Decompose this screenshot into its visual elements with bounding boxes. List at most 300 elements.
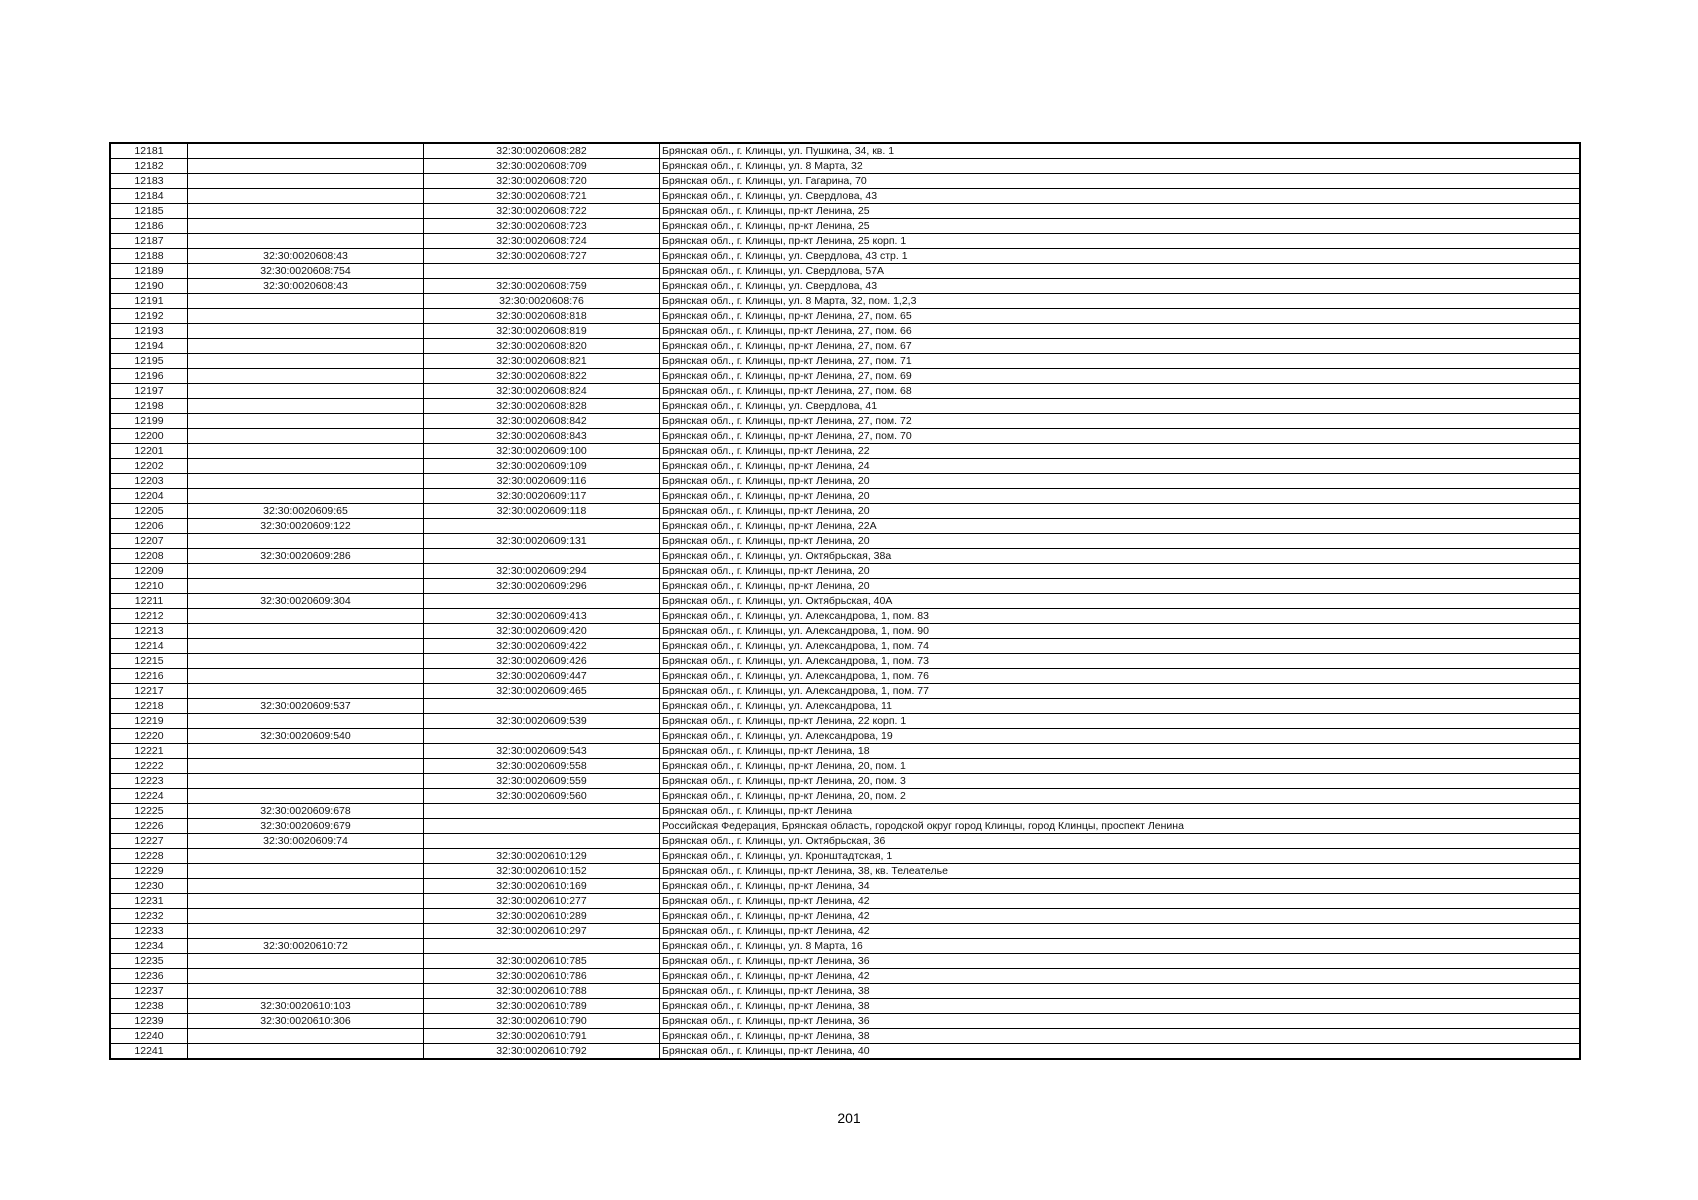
cadastral-number-cell: 32:30:0020610:169	[424, 879, 660, 894]
cadastral-number-cell: 32:30:0020609:296	[424, 579, 660, 594]
parent-cadastral-number-cell	[188, 339, 424, 354]
row-number-cell: 12213	[110, 624, 188, 639]
table-row	[110, 804, 1580, 819]
table-row	[110, 204, 1580, 219]
cadastral-number-cell: 32:30:0020609:100	[424, 444, 660, 459]
row-number-cell: 12211	[110, 594, 188, 609]
cadastral-number-cell: 32:30:0020608:819	[424, 324, 660, 339]
table-row	[110, 1014, 1580, 1029]
cadastral-number-cell: 32:30:0020608:842	[424, 414, 660, 429]
parent-cadastral-number-cell	[188, 294, 424, 309]
address-cell: Брянская обл., г. Клинцы, ул. Александрова, 1, пом. 74	[660, 639, 1581, 654]
table-row	[110, 654, 1580, 669]
parent-cadastral-number-cell	[188, 174, 424, 189]
row-number-cell: 12202	[110, 459, 188, 474]
cadastral-number-cell: 32:30:0020610:792	[424, 1044, 660, 1060]
row-number-cell: 12187	[110, 234, 188, 249]
address-cell: Брянская обл., г. Клинцы, пр-кт Ленина	[660, 804, 1581, 819]
parent-cadastral-number-cell	[188, 864, 424, 879]
address-cell: Брянская обл., г. Клинцы, ул. Октябрьская, 40А	[660, 594, 1581, 609]
table-row	[110, 594, 1580, 609]
address-cell: Брянская обл., г. Клинцы, пр-кт Ленина, 20	[660, 579, 1581, 594]
table-row	[110, 954, 1580, 969]
row-number-cell: 12192	[110, 309, 188, 324]
cadastral-number-cell: 32:30:0020608:723	[424, 219, 660, 234]
row-number-cell: 12209	[110, 564, 188, 579]
parent-cadastral-number-cell	[188, 984, 424, 999]
row-number-cell: 12233	[110, 924, 188, 939]
row-number-cell: 12201	[110, 444, 188, 459]
address-cell: Брянская обл., г. Клинцы, ул. Александрова, 1, пом. 76	[660, 669, 1581, 684]
table-row	[110, 744, 1580, 759]
table-row	[110, 1044, 1580, 1060]
address-cell: Брянская обл., г. Клинцы, пр-кт Ленина, 24	[660, 459, 1581, 474]
row-number-cell: 12231	[110, 894, 188, 909]
parent-cadastral-number-cell: 32:30:0020609:74	[188, 834, 424, 849]
parent-cadastral-number-cell	[188, 324, 424, 339]
cadastral-number-cell	[424, 699, 660, 714]
cadastral-number-cell: 32:30:0020609:117	[424, 489, 660, 504]
table-row	[110, 384, 1580, 399]
table-row	[110, 984, 1580, 999]
parent-cadastral-number-cell: 32:30:0020609:679	[188, 819, 424, 834]
cadastral-number-cell: 32:30:0020609:426	[424, 654, 660, 669]
table-row	[110, 504, 1580, 519]
cadastral-number-cell: 32:30:0020609:109	[424, 459, 660, 474]
row-number-cell: 12188	[110, 249, 188, 264]
row-number-cell: 12227	[110, 834, 188, 849]
table-row	[110, 669, 1580, 684]
row-number-cell: 12230	[110, 879, 188, 894]
row-number-cell: 12241	[110, 1044, 188, 1060]
parent-cadastral-number-cell	[188, 774, 424, 789]
table-row	[110, 714, 1580, 729]
cadastral-number-cell	[424, 804, 660, 819]
parent-cadastral-number-cell	[188, 969, 424, 984]
table-row	[110, 489, 1580, 504]
parent-cadastral-number-cell	[188, 1044, 424, 1060]
row-number-cell: 12229	[110, 864, 188, 879]
parent-cadastral-number-cell: 32:30:0020609:65	[188, 504, 424, 519]
table-row	[110, 264, 1580, 279]
parent-cadastral-number-cell: 32:30:0020609:286	[188, 549, 424, 564]
table-row	[110, 999, 1580, 1014]
parent-cadastral-number-cell	[188, 759, 424, 774]
row-number-cell: 12223	[110, 774, 188, 789]
parent-cadastral-number-cell	[188, 564, 424, 579]
table-row	[110, 774, 1580, 789]
parent-cadastral-number-cell	[188, 654, 424, 669]
table-row	[110, 294, 1580, 309]
cadastral-number-cell: 32:30:0020610:297	[424, 924, 660, 939]
address-cell: Брянская обл., г. Клинцы, пр-кт Ленина, 22А	[660, 519, 1581, 534]
cadastral-number-cell: 32:30:0020608:759	[424, 279, 660, 294]
address-cell: Российская Федерация, Брянская область, городской округ город Клинцы, город Клинцы, проспект Ленина	[660, 819, 1581, 834]
cadastral-number-cell: 32:30:0020610:786	[424, 969, 660, 984]
address-cell: Брянская обл., г. Клинцы, пр-кт Ленина, 25 корп. 1	[660, 234, 1581, 249]
parent-cadastral-number-cell	[188, 789, 424, 804]
table-row	[110, 909, 1580, 924]
table-row	[110, 369, 1580, 384]
cadastral-number-cell: 32:30:0020608:828	[424, 399, 660, 414]
parent-cadastral-number-cell: 32:30:0020609:678	[188, 804, 424, 819]
parent-cadastral-number-cell	[188, 609, 424, 624]
row-number-cell: 12210	[110, 579, 188, 594]
parent-cadastral-number-cell	[188, 879, 424, 894]
parent-cadastral-number-cell: 32:30:0020609:540	[188, 729, 424, 744]
address-cell: Брянская обл., г. Клинцы, пр-кт Ленина, 42	[660, 894, 1581, 909]
table-row	[110, 834, 1580, 849]
row-number-cell: 12216	[110, 669, 188, 684]
row-number-cell: 12220	[110, 729, 188, 744]
table-row	[110, 969, 1580, 984]
table-row	[110, 939, 1580, 954]
cadastral-number-cell: 32:30:0020610:152	[424, 864, 660, 879]
row-number-cell: 12181	[110, 143, 188, 159]
row-number-cell: 12182	[110, 159, 188, 174]
table-row	[110, 759, 1580, 774]
address-cell: Брянская обл., г. Клинцы, ул. Александрова, 1, пом. 90	[660, 624, 1581, 639]
row-number-cell: 12239	[110, 1014, 188, 1029]
parent-cadastral-number-cell	[188, 894, 424, 909]
row-number-cell: 12190	[110, 279, 188, 294]
table-row	[110, 924, 1580, 939]
address-cell: Брянская обл., г. Клинцы, пр-кт Ленина, 20	[660, 504, 1581, 519]
parent-cadastral-number-cell: 32:30:0020608:43	[188, 279, 424, 294]
row-number-cell: 12215	[110, 654, 188, 669]
row-number-cell: 12224	[110, 789, 188, 804]
row-number-cell: 12240	[110, 1029, 188, 1044]
parent-cadastral-number-cell	[188, 639, 424, 654]
parent-cadastral-number-cell: 32:30:0020610:306	[188, 1014, 424, 1029]
cadastral-number-cell	[424, 939, 660, 954]
cadastral-number-cell: 32:30:0020609:559	[424, 774, 660, 789]
table-row	[110, 309, 1580, 324]
cadastral-number-cell: 32:30:0020608:821	[424, 354, 660, 369]
cadastral-number-cell: 32:30:0020610:788	[424, 984, 660, 999]
parent-cadastral-number-cell	[188, 354, 424, 369]
row-number-cell: 12237	[110, 984, 188, 999]
table-row	[110, 354, 1580, 369]
row-number-cell: 12207	[110, 534, 188, 549]
cadastral-number-cell: 32:30:0020609:539	[424, 714, 660, 729]
parent-cadastral-number-cell	[188, 384, 424, 399]
cadastral-number-cell: 32:30:0020609:560	[424, 789, 660, 804]
parent-cadastral-number-cell	[188, 714, 424, 729]
cadastral-number-cell	[424, 819, 660, 834]
table-row	[110, 699, 1580, 714]
table-row	[110, 234, 1580, 249]
row-number-cell: 12217	[110, 684, 188, 699]
cadastral-number-cell: 32:30:0020609:465	[424, 684, 660, 699]
cadastral-number-cell: 32:30:0020609:420	[424, 624, 660, 639]
table-row	[110, 143, 1580, 159]
table-row	[110, 279, 1580, 294]
table-row	[110, 519, 1580, 534]
table-row	[110, 1029, 1580, 1044]
row-number-cell: 12238	[110, 999, 188, 1014]
row-number-cell: 12191	[110, 294, 188, 309]
address-cell: Брянская обл., г. Клинцы, ул. Александрова, 1, пом. 83	[660, 609, 1581, 624]
parent-cadastral-number-cell	[188, 744, 424, 759]
address-cell: Брянская обл., г. Клинцы, пр-кт Ленина, 20	[660, 489, 1581, 504]
table-row	[110, 864, 1580, 879]
cadastral-number-cell	[424, 549, 660, 564]
address-cell: Брянская обл., г. Клинцы, ул. Кронштадтская, 1	[660, 849, 1581, 864]
parent-cadastral-number-cell	[188, 459, 424, 474]
row-number-cell: 12222	[110, 759, 188, 774]
row-number-cell: 12219	[110, 714, 188, 729]
table-row	[110, 459, 1580, 474]
cadastral-number-cell: 32:30:0020610:789	[424, 999, 660, 1014]
address-cell: Брянская обл., г. Клинцы, пр-кт Ленина, 22 корп. 1	[660, 714, 1581, 729]
row-number-cell: 12197	[110, 384, 188, 399]
row-number-cell: 12195	[110, 354, 188, 369]
parent-cadastral-number-cell	[188, 309, 424, 324]
row-number-cell: 12194	[110, 339, 188, 354]
row-number-cell: 12200	[110, 429, 188, 444]
cadastral-number-cell	[424, 264, 660, 279]
row-number-cell: 12184	[110, 189, 188, 204]
table-row	[110, 249, 1580, 264]
parent-cadastral-number-cell	[188, 924, 424, 939]
cadastral-number-cell: 32:30:0020609:447	[424, 669, 660, 684]
address-cell: Брянская обл., г. Клинцы, ул. Октябрьская, 38а	[660, 549, 1581, 564]
parent-cadastral-number-cell	[188, 369, 424, 384]
table-row	[110, 444, 1580, 459]
address-cell: Брянская обл., г. Клинцы, ул. Гагарина, 70	[660, 174, 1581, 189]
parent-cadastral-number-cell	[188, 849, 424, 864]
table-row	[110, 684, 1580, 699]
row-number-cell: 12221	[110, 744, 188, 759]
table-row	[110, 894, 1580, 909]
parent-cadastral-number-cell: 32:30:0020608:43	[188, 249, 424, 264]
address-cell: Брянская обл., г. Клинцы, ул. Свердлова, 43 стр. 1	[660, 249, 1581, 264]
row-number-cell: 12212	[110, 609, 188, 624]
table-row	[110, 399, 1580, 414]
row-number-cell: 12196	[110, 369, 188, 384]
address-cell: Брянская обл., г. Клинцы, пр-кт Ленина, 20	[660, 564, 1581, 579]
parent-cadastral-number-cell	[188, 429, 424, 444]
parent-cadastral-number-cell	[188, 534, 424, 549]
address-cell: Брянская обл., г. Клинцы, ул. 8 Марта, 32, пом. 1,2,3	[660, 294, 1581, 309]
row-number-cell: 12199	[110, 414, 188, 429]
parent-cadastral-number-cell	[188, 684, 424, 699]
parent-cadastral-number-cell	[188, 444, 424, 459]
table-row	[110, 849, 1580, 864]
address-cell: Брянская обл., г. Клинцы, пр-кт Ленина, 18	[660, 744, 1581, 759]
cadastral-number-cell: 32:30:0020609:413	[424, 609, 660, 624]
parent-cadastral-number-cell	[188, 954, 424, 969]
row-number-cell: 12205	[110, 504, 188, 519]
address-cell: Брянская обл., г. Клинцы, пр-кт Ленина, 27, пом. 69	[660, 369, 1581, 384]
address-cell: Брянская обл., г. Клинцы, пр-кт Ленина, 38	[660, 984, 1581, 999]
parent-cadastral-number-cell	[188, 489, 424, 504]
parent-cadastral-number-cell	[188, 474, 424, 489]
cadastral-number-cell: 32:30:0020609:422	[424, 639, 660, 654]
parent-cadastral-number-cell: 32:30:0020609:304	[188, 594, 424, 609]
cadastral-number-cell: 32:30:0020610:277	[424, 894, 660, 909]
row-number-cell: 12234	[110, 939, 188, 954]
table-row	[110, 474, 1580, 489]
address-cell: Брянская обл., г. Клинцы, пр-кт Ленина, 27, пом. 65	[660, 309, 1581, 324]
cadastral-number-cell: 32:30:0020610:129	[424, 849, 660, 864]
row-number-cell: 12208	[110, 549, 188, 564]
cadastral-number-cell	[424, 729, 660, 744]
address-cell: Брянская обл., г. Клинцы, ул. Свердлова, 57А	[660, 264, 1581, 279]
address-cell: Брянская обл., г. Клинцы, пр-кт Ленина, 38	[660, 999, 1581, 1014]
parent-cadastral-number-cell: 32:30:0020610:72	[188, 939, 424, 954]
row-number-cell: 12235	[110, 954, 188, 969]
table-row	[110, 789, 1580, 804]
row-number-cell: 12214	[110, 639, 188, 654]
parent-cadastral-number-cell	[188, 234, 424, 249]
address-cell: Брянская обл., г. Клинцы, пр-кт Ленина, 38, кв. Телеателье	[660, 864, 1581, 879]
cadastral-number-cell: 32:30:0020609:131	[424, 534, 660, 549]
table-row	[110, 819, 1580, 834]
table-row	[110, 429, 1580, 444]
row-number-cell: 12225	[110, 804, 188, 819]
address-cell: Брянская обл., г. Клинцы, пр-кт Ленина, 36	[660, 954, 1581, 969]
row-number-cell: 12226	[110, 819, 188, 834]
cadastral-number-cell: 32:30:0020610:289	[424, 909, 660, 924]
table-row	[110, 189, 1580, 204]
address-cell: Брянская обл., г. Клинцы, пр-кт Ленина, 27, пом. 67	[660, 339, 1581, 354]
table-row	[110, 414, 1580, 429]
row-number-cell: 12232	[110, 909, 188, 924]
row-number-cell: 12204	[110, 489, 188, 504]
cadastral-number-cell: 32:30:0020610:791	[424, 1029, 660, 1044]
table-row	[110, 564, 1580, 579]
address-cell: Брянская обл., г. Клинцы, пр-кт Ленина, 20, пом. 1	[660, 759, 1581, 774]
address-cell: Брянская обл., г. Клинцы, пр-кт Ленина, 27, пом. 72	[660, 414, 1581, 429]
row-number-cell: 12206	[110, 519, 188, 534]
table-row	[110, 219, 1580, 234]
parent-cadastral-number-cell	[188, 1029, 424, 1044]
address-cell: Брянская обл., г. Клинцы, пр-кт Ленина, 20	[660, 534, 1581, 549]
cadastral-number-cell: 32:30:0020609:558	[424, 759, 660, 774]
address-cell: Брянская обл., г. Клинцы, пр-кт Ленина, 27, пом. 66	[660, 324, 1581, 339]
cadastral-number-cell: 32:30:0020608:722	[424, 204, 660, 219]
cadastral-number-cell: 32:30:0020610:785	[424, 954, 660, 969]
table-row	[110, 339, 1580, 354]
address-cell: Брянская обл., г. Клинцы, пр-кт Ленина, 20	[660, 474, 1581, 489]
cadastral-number-cell: 32:30:0020608:822	[424, 369, 660, 384]
row-number-cell: 12203	[110, 474, 188, 489]
address-cell: Брянская обл., г. Клинцы, пр-кт Ленина, 42	[660, 969, 1581, 984]
address-cell: Брянская обл., г. Клинцы, ул. Свердлова, 43	[660, 279, 1581, 294]
cadastral-number-cell: 32:30:0020609:118	[424, 504, 660, 519]
parent-cadastral-number-cell	[188, 204, 424, 219]
parent-cadastral-number-cell: 32:30:0020609:122	[188, 519, 424, 534]
row-number-cell: 12183	[110, 174, 188, 189]
table-row	[110, 174, 1580, 189]
row-number-cell: 12189	[110, 264, 188, 279]
row-number-cell: 12186	[110, 219, 188, 234]
table-row	[110, 729, 1580, 744]
table-row	[110, 624, 1580, 639]
cadastral-number-cell: 32:30:0020609:543	[424, 744, 660, 759]
address-cell: Брянская обл., г. Клинцы, пр-кт Ленина, 42	[660, 909, 1581, 924]
cadastral-number-cell: 32:30:0020608:709	[424, 159, 660, 174]
address-cell: Брянская обл., г. Клинцы, пр-кт Ленина, 25	[660, 219, 1581, 234]
row-number-cell: 12185	[110, 204, 188, 219]
row-number-cell: 12218	[110, 699, 188, 714]
address-cell: Брянская обл., г. Клинцы, пр-кт Ленина, 42	[660, 924, 1581, 939]
address-cell: Брянская обл., г. Клинцы, пр-кт Ленина, 20, пом. 3	[660, 774, 1581, 789]
table-row	[110, 324, 1580, 339]
cadastral-number-cell: 32:30:0020608:843	[424, 429, 660, 444]
cadastral-number-cell: 32:30:0020608:727	[424, 249, 660, 264]
parent-cadastral-number-cell	[188, 399, 424, 414]
parent-cadastral-number-cell	[188, 159, 424, 174]
address-cell: Брянская обл., г. Клинцы, пр-кт Ленина, 40	[660, 1044, 1581, 1060]
cadastral-number-cell: 32:30:0020608:724	[424, 234, 660, 249]
parent-cadastral-number-cell	[188, 189, 424, 204]
address-cell: Брянская обл., г. Клинцы, пр-кт Ленина, 25	[660, 204, 1581, 219]
cadastral-number-cell: 32:30:0020608:282	[424, 143, 660, 159]
cadastral-number-cell: 32:30:0020609:294	[424, 564, 660, 579]
table-row	[110, 579, 1580, 594]
row-number-cell: 12236	[110, 969, 188, 984]
address-cell: Брянская обл., г. Клинцы, пр-кт Ленина, 22	[660, 444, 1581, 459]
table-row	[110, 534, 1580, 549]
cadastral-number-cell	[424, 834, 660, 849]
parent-cadastral-number-cell	[188, 909, 424, 924]
address-cell: Брянская обл., г. Клинцы, пр-кт Ленина, 34	[660, 879, 1581, 894]
table-row	[110, 549, 1580, 564]
parent-cadastral-number-cell	[188, 219, 424, 234]
address-cell: Брянская обл., г. Клинцы, ул. Свердлова, 41	[660, 399, 1581, 414]
cadastral-number-cell: 32:30:0020608:818	[424, 309, 660, 324]
cadastral-number-cell	[424, 519, 660, 534]
cadastral-number-cell: 32:30:0020608:721	[424, 189, 660, 204]
cadastral-number-cell: 32:30:0020608:820	[424, 339, 660, 354]
address-cell: Брянская обл., г. Клинцы, ул. Октябрьская, 36	[660, 834, 1581, 849]
address-cell: Брянская обл., г. Клинцы, пр-кт Ленина, 27, пом. 68	[660, 384, 1581, 399]
cadastral-number-cell: 32:30:0020608:76	[424, 294, 660, 309]
parent-cadastral-number-cell	[188, 143, 424, 159]
address-cell: Брянская обл., г. Клинцы, пр-кт Ленина, 27, пом. 70	[660, 429, 1581, 444]
table-row	[110, 159, 1580, 174]
address-cell: Брянская обл., г. Клинцы, ул. Пушкина, 34, кв. 1	[660, 143, 1581, 159]
parent-cadastral-number-cell	[188, 579, 424, 594]
address-cell: Брянская обл., г. Клинцы, пр-кт Ленина, 36	[660, 1014, 1581, 1029]
address-cell: Брянская обл., г. Клинцы, ул. 8 Марта, 16	[660, 939, 1581, 954]
parent-cadastral-number-cell: 32:30:0020608:754	[188, 264, 424, 279]
registry-table	[109, 142, 1581, 1060]
address-cell: Брянская обл., г. Клинцы, пр-кт Ленина, 20, пом. 2	[660, 789, 1581, 804]
address-cell: Брянская обл., г. Клинцы, ул. Александрова, 11	[660, 699, 1581, 714]
address-cell: Брянская обл., г. Клинцы, пр-кт Ленина, 38	[660, 1029, 1581, 1044]
parent-cadastral-number-cell	[188, 624, 424, 639]
address-cell: Брянская обл., г. Клинцы, ул. Александрова, 19	[660, 729, 1581, 744]
registry-table-body	[110, 143, 1580, 1059]
table-row	[110, 609, 1580, 624]
address-cell: Брянская обл., г. Клинцы, ул. 8 Марта, 32	[660, 159, 1581, 174]
cadastral-number-cell	[424, 594, 660, 609]
address-cell: Брянская обл., г. Клинцы, ул. Александрова, 1, пом. 77	[660, 684, 1581, 699]
row-number-cell: 12228	[110, 849, 188, 864]
table-row	[110, 879, 1580, 894]
row-number-cell: 12193	[110, 324, 188, 339]
table-row	[110, 639, 1580, 654]
address-cell: Брянская обл., г. Клинцы, пр-кт Ленина, 27, пом. 71	[660, 354, 1581, 369]
address-cell: Брянская обл., г. Клинцы, ул. Александрова, 1, пом. 73	[660, 654, 1581, 669]
cadastral-number-cell: 32:30:0020608:824	[424, 384, 660, 399]
cadastral-number-cell: 32:30:0020608:720	[424, 174, 660, 189]
parent-cadastral-number-cell: 32:30:0020609:537	[188, 699, 424, 714]
